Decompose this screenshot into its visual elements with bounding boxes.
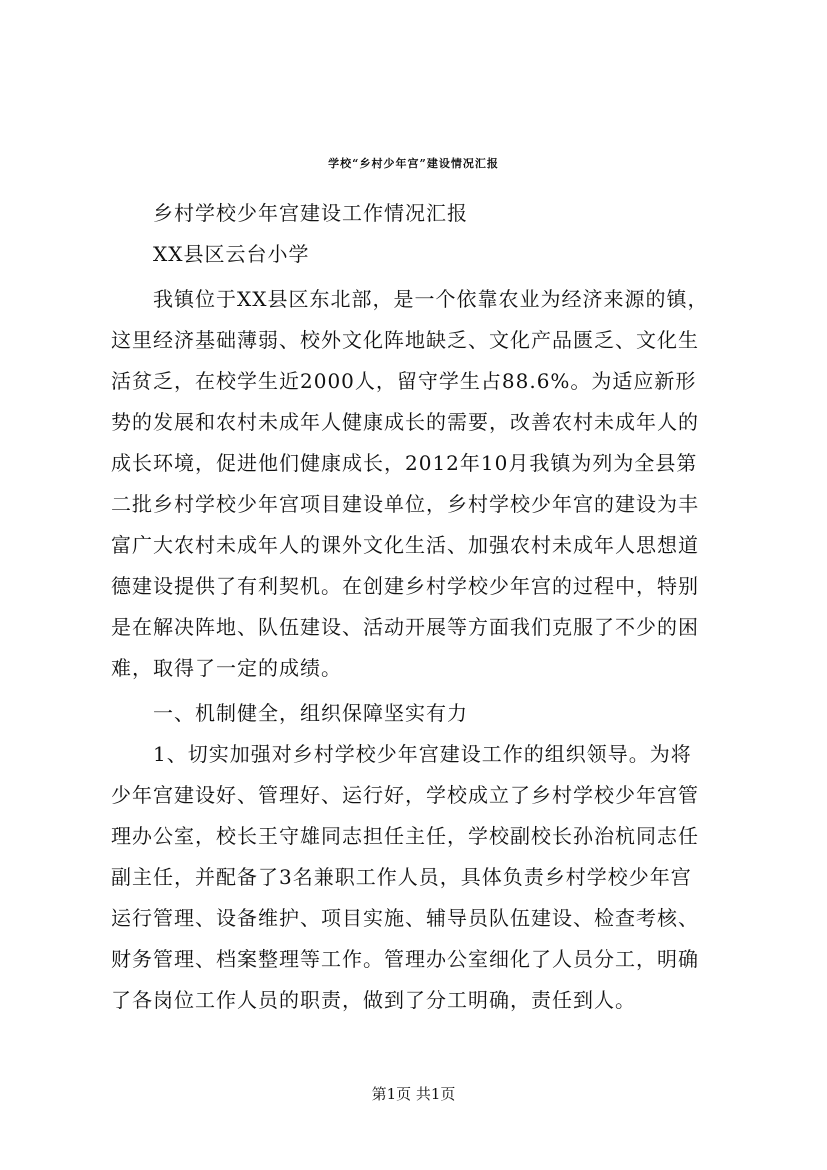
text-line: 副主任，并配备了3名兼职工作人员，具体负责乡村学校少年宫 bbox=[111, 865, 692, 889]
text-line: 难，取得了一定的成绩。 bbox=[111, 656, 342, 680]
text-line: 势的发展和农村未成年人健康成长的需要，改善农村未成年人的 bbox=[111, 410, 699, 434]
text-line: 成长环境，促进他们健康成长，2012年10月我镇为列为全县第 bbox=[111, 451, 698, 475]
text-line: XX县区云台小学 bbox=[111, 242, 310, 266]
text-line: 理办公室，校长王守雄同志担任主任，学校副校长孙治杭同志任 bbox=[111, 824, 699, 848]
text-line: 德建设提供了有利契机。在创建乡村学校少年宫的过程中，特别 bbox=[111, 574, 699, 598]
text-line: 财务管理、档案整理等工作。管理办公室细化了人员分工，明确 bbox=[111, 947, 699, 971]
text-line: 少年宫建设好、管理好、运行好，学校成立了乡村学校少年宫管 bbox=[111, 783, 699, 807]
text-line: 乡村学校少年宫建设工作情况汇报 bbox=[111, 201, 468, 225]
text-line: 这里经济基础薄弱、校外文化阵地缺乏、文化产品匮乏、文化生 bbox=[111, 328, 699, 352]
section-heading: 一、机制健全，组织保障坚实有力 bbox=[111, 701, 468, 725]
text-line: 富广大农村未成年人的课外文化生活、加强农村未成年人思想道 bbox=[111, 533, 699, 557]
text-line: 我镇位于XX县区东北部，是一个依靠农业为经济来源的镇， bbox=[111, 287, 709, 311]
text-line: 活贫乏，在校学生近2000人，留守学生占88.6%。为适应新形 bbox=[111, 369, 697, 393]
page-number-footer: 第1页 共1页 bbox=[371, 1085, 456, 1103]
document-title: 学校“乡村少年宫”建设情况汇报 bbox=[328, 157, 499, 170]
text-line: 是在解决阵地、队伍建设、活动开展等方面我们克服了不少的困 bbox=[111, 615, 699, 639]
text-line: 二批乡村学校少年宫项目建设单位，乡村学校少年宫的建设为丰 bbox=[111, 492, 699, 516]
text-line: 1、切实加强对乡村学校少年宫建设工作的组织领导。为将 bbox=[111, 742, 692, 766]
text-line: 运行管理、设备维护、项目实施、辅导员队伍建设、检查考核、 bbox=[111, 906, 699, 930]
text-line: 了各岗位工作人员的职责，做到了分工明确，责任到人。 bbox=[111, 988, 636, 1012]
